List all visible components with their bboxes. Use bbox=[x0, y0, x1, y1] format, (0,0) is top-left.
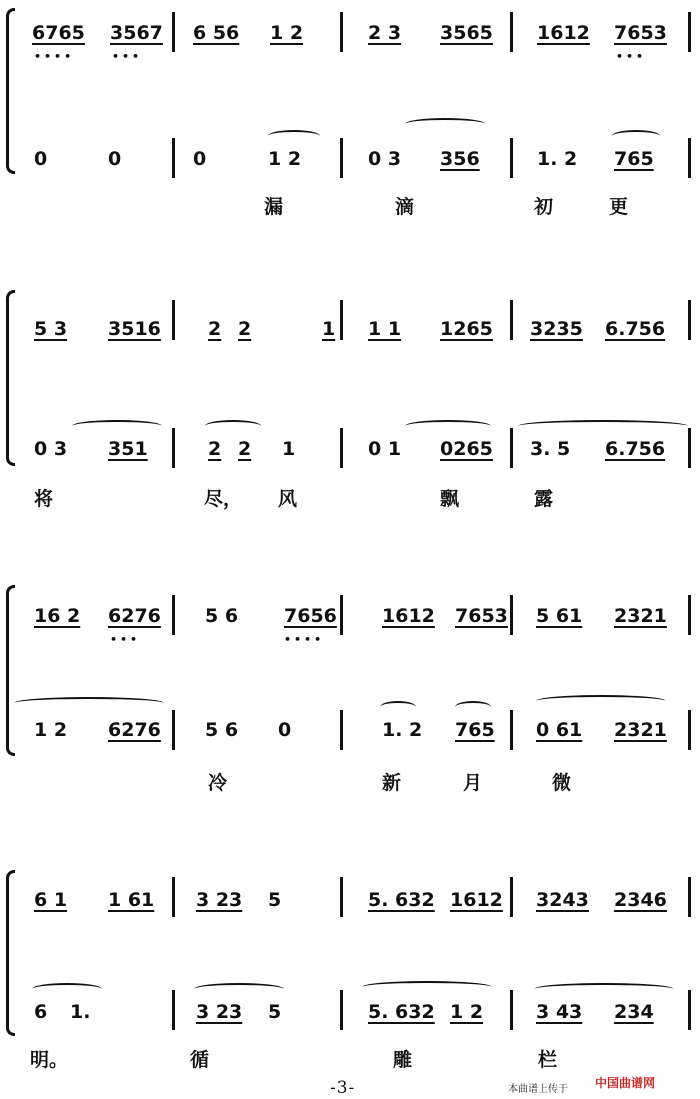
lower-note-group: 6276 bbox=[108, 719, 161, 741]
upper-note-group: 3567 bbox=[110, 22, 163, 44]
barline bbox=[172, 710, 175, 750]
slur bbox=[194, 983, 284, 995]
barline bbox=[172, 595, 175, 635]
slur bbox=[268, 130, 320, 142]
lower-octave-dots: •••• bbox=[284, 633, 325, 646]
upper-note-group: 1 61 bbox=[108, 889, 155, 911]
barline bbox=[688, 12, 691, 52]
lower-octave-dots: ••• bbox=[112, 50, 143, 63]
lower-octave-dots: •••• bbox=[34, 50, 75, 63]
barline bbox=[688, 877, 691, 917]
system-brace bbox=[6, 8, 15, 174]
lower-octave-dots: ••• bbox=[616, 50, 647, 63]
slur bbox=[72, 420, 162, 432]
upper-note-group: 6.756 bbox=[605, 318, 666, 340]
lower-note-group: 351 bbox=[108, 438, 148, 460]
upper-note-group: 6 56 bbox=[193, 22, 240, 44]
lyric-char: 将 bbox=[34, 488, 54, 510]
lower-note-group: 3 23 bbox=[196, 1001, 243, 1023]
barline bbox=[510, 300, 513, 340]
lyric-char: 尽， bbox=[204, 488, 243, 510]
upper-note-group: 5. 632 bbox=[368, 889, 435, 911]
lower-note-group: 0 3 bbox=[368, 148, 402, 170]
barline bbox=[510, 595, 513, 635]
barline bbox=[688, 710, 691, 750]
lower-note-group: 1 bbox=[282, 438, 296, 460]
upper-note-group: 3516 bbox=[108, 318, 161, 340]
lower-note-group: 5 6 bbox=[205, 719, 239, 741]
upper-note-group: 5 bbox=[268, 889, 282, 911]
score-system-1 bbox=[0, 0, 700, 230]
lower-note-group: 0265 bbox=[440, 438, 493, 460]
barline bbox=[340, 877, 343, 917]
lyric-char: 月 bbox=[463, 772, 483, 794]
lower-note-group: 3. 5 bbox=[530, 438, 571, 460]
lower-note-group: 356 bbox=[440, 148, 480, 170]
lyric-char: 滴 bbox=[395, 196, 415, 218]
lyric-char: 初 bbox=[534, 196, 554, 218]
upper-note-group: 6276 bbox=[108, 605, 161, 627]
lyric-char: 微 bbox=[552, 772, 572, 794]
upper-note-group: 7653 bbox=[455, 605, 508, 627]
upper-note-group: 3 23 bbox=[196, 889, 243, 911]
lyric-char: 循 bbox=[190, 1049, 210, 1071]
barline bbox=[688, 428, 691, 468]
system-brace bbox=[6, 585, 15, 756]
lower-note-group: 5 bbox=[268, 1001, 282, 1023]
upper-note-group: 3565 bbox=[440, 22, 493, 44]
upper-note-group: 6 1 bbox=[34, 889, 68, 911]
lower-note-group: 2321 bbox=[614, 719, 667, 741]
upper-note-group: 3243 bbox=[536, 889, 589, 911]
upper-note-group: 2 bbox=[208, 318, 222, 340]
upper-note-group: 3235 bbox=[530, 318, 583, 340]
barline bbox=[340, 595, 343, 635]
lower-note-group: 1 2 bbox=[450, 1001, 484, 1023]
lyric-char: 新 bbox=[382, 772, 402, 794]
slur bbox=[405, 420, 491, 432]
lower-note-group: 0 61 bbox=[536, 719, 583, 741]
upper-note-group: 2 bbox=[238, 318, 252, 340]
lower-note-group: 0 3 bbox=[34, 438, 68, 460]
lyric-char: 明。 bbox=[30, 1049, 69, 1071]
barline bbox=[172, 12, 175, 52]
lower-note-group: 765 bbox=[614, 148, 654, 170]
upper-note-group: 1612 bbox=[537, 22, 590, 44]
lower-note-group: 0 bbox=[193, 148, 207, 170]
lower-note-group: 1 2 bbox=[34, 719, 68, 741]
lower-note-group: 1. 2 bbox=[382, 719, 423, 741]
lower-note-group: 6 bbox=[34, 1001, 48, 1023]
barline bbox=[172, 877, 175, 917]
slur bbox=[380, 701, 416, 713]
upper-note-group: 5 6 bbox=[205, 605, 239, 627]
barline bbox=[172, 300, 175, 340]
slur bbox=[362, 981, 492, 993]
lower-octave-dots: ••• bbox=[110, 633, 141, 646]
site-logo[interactable]: 中国曲谱网 bbox=[595, 1076, 656, 1090]
score-system-3 bbox=[0, 575, 700, 805]
slur bbox=[518, 420, 688, 432]
lyric-char: 雕 bbox=[393, 1049, 413, 1071]
barline bbox=[340, 990, 343, 1030]
lower-note-group: 2 bbox=[238, 438, 252, 460]
slur bbox=[14, 697, 164, 709]
barline bbox=[688, 595, 691, 635]
barline bbox=[688, 138, 691, 178]
system-brace bbox=[6, 290, 15, 466]
lower-note-group: 0 bbox=[108, 148, 122, 170]
lower-note-group: 234 bbox=[614, 1001, 654, 1023]
upper-note-group: 1 2 bbox=[270, 22, 304, 44]
barline bbox=[340, 12, 343, 52]
lyric-char: 露 bbox=[534, 488, 554, 510]
barline bbox=[510, 12, 513, 52]
page-number: -3- bbox=[330, 1078, 356, 1098]
barline bbox=[510, 877, 513, 917]
upper-note-group: 1265 bbox=[440, 318, 493, 340]
lower-note-group: 0 1 bbox=[368, 438, 402, 460]
lower-note-group: 2 bbox=[208, 438, 222, 460]
system-brace bbox=[6, 870, 15, 1036]
lower-note-group: 1. 2 bbox=[537, 148, 578, 170]
lower-note-group: 1 2 bbox=[268, 148, 302, 170]
slur bbox=[534, 983, 674, 995]
barline bbox=[510, 138, 513, 178]
barline bbox=[340, 428, 343, 468]
upper-note-group: 7653 bbox=[614, 22, 667, 44]
upper-note-group: 1612 bbox=[382, 605, 435, 627]
lyric-char: 更 bbox=[609, 196, 629, 218]
upper-note-group: 6765 bbox=[32, 22, 85, 44]
lyric-char: 风 bbox=[278, 488, 298, 510]
slur bbox=[612, 130, 660, 142]
upper-note-group: 1 bbox=[322, 318, 336, 340]
upper-note-group: 2321 bbox=[614, 605, 667, 627]
barline bbox=[172, 428, 175, 468]
barline bbox=[172, 990, 175, 1030]
slur bbox=[455, 701, 491, 713]
upper-note-group: 1 1 bbox=[368, 318, 402, 340]
upper-note-group: 5 3 bbox=[34, 318, 68, 340]
lyric-char: 漏 bbox=[264, 196, 284, 218]
lower-note-group: 0 bbox=[34, 148, 48, 170]
barline bbox=[172, 138, 175, 178]
barline bbox=[510, 428, 513, 468]
upper-note-group: 2 3 bbox=[368, 22, 402, 44]
lyric-char: 冷 bbox=[208, 772, 228, 794]
score-system-4 bbox=[0, 855, 700, 1070]
upper-note-group: 16 2 bbox=[34, 605, 81, 627]
lower-note-group: 0 bbox=[278, 719, 292, 741]
upload-source-text: 本曲谱上传于 bbox=[508, 1084, 568, 1095]
upper-note-group: 7656 bbox=[284, 605, 337, 627]
barline bbox=[340, 710, 343, 750]
barline bbox=[688, 300, 691, 340]
lyric-char: 栏 bbox=[538, 1049, 558, 1071]
slur bbox=[32, 983, 102, 995]
lower-note-group: 3 43 bbox=[536, 1001, 583, 1023]
upper-note-group: 2346 bbox=[614, 889, 667, 911]
barline bbox=[340, 138, 343, 178]
upper-note-group: 5 61 bbox=[536, 605, 583, 627]
slur bbox=[205, 420, 261, 432]
barline bbox=[688, 990, 691, 1030]
lower-note-group: 765 bbox=[455, 719, 495, 741]
slur bbox=[536, 695, 666, 707]
barline bbox=[340, 300, 343, 340]
lower-note-group: 1. bbox=[70, 1001, 91, 1023]
score-system-2 bbox=[0, 280, 700, 520]
upper-note-group: 1612 bbox=[450, 889, 503, 911]
barline bbox=[510, 710, 513, 750]
slur bbox=[405, 118, 485, 130]
lower-note-group: 6.756 bbox=[605, 438, 666, 460]
lyric-char: 飘 bbox=[440, 488, 460, 510]
lower-note-group: 5. 632 bbox=[368, 1001, 435, 1023]
barline bbox=[510, 990, 513, 1030]
